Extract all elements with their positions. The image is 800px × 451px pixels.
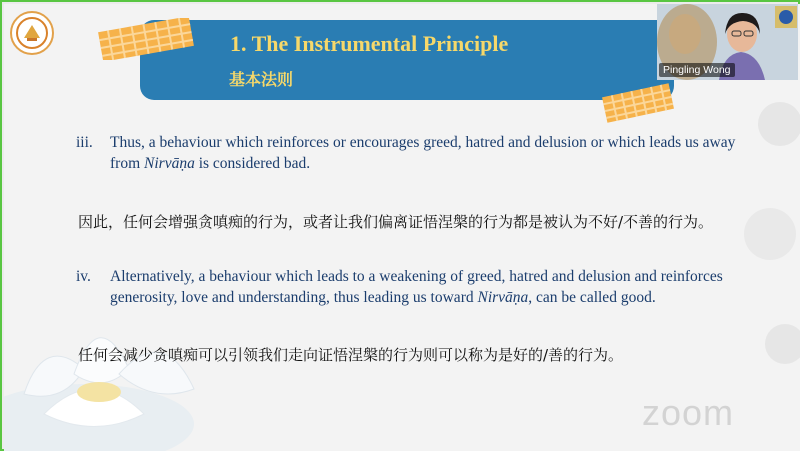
slide-subtitle-chinese: 基本法则 [229, 70, 294, 89]
point-iii-text-a: Thus, a behaviour which reinforces or encourages greed, hatred and delusion or which leads us away from [110, 134, 736, 172]
point-iii-numeral: iii. [76, 134, 93, 151]
participant-name-label: Pingling Wong [659, 63, 735, 77]
point-iv-numeral: iv. [76, 268, 91, 285]
participant-video-tile[interactable] [657, 4, 798, 80]
temple-emblem-icon [15, 16, 49, 50]
decorative-tape-right [602, 82, 674, 124]
point-iv [76, 266, 776, 308]
point-iii-text [110, 132, 766, 174]
decorative-tape-left [96, 18, 196, 60]
point-iv-text-b: , can be called good. [528, 289, 656, 306]
point-iii [76, 132, 766, 174]
point-iv-text-a: Alternatively, a behaviour which leads to a weakening of greed, hatred and delusion and reinforces generosity, love and understanding, thus leading us toward [110, 268, 723, 306]
point-iv-chinese: 任何会减少贪嗔痴可以引领我们走向证悟涅槃的行为则可以称为是好的/善的行为。 [78, 346, 624, 364]
point-iii-term: Nirvāṇa [144, 155, 195, 172]
point-iii-text-b: is considered bad. [194, 155, 311, 172]
zoom-watermark: zoom [642, 392, 735, 433]
point-iii-chinese: 因此，任何会增强贪嗔痴的行为，或者让我们偏离证悟涅槃的行为都是被认为不好/不善的行为。 [78, 213, 714, 231]
temple-logo [10, 11, 54, 55]
slide-title: 1. The Instrumental Principle [230, 31, 509, 56]
point-iv-term: Nirvāṇa [477, 289, 529, 306]
point-iv-text [110, 266, 776, 308]
